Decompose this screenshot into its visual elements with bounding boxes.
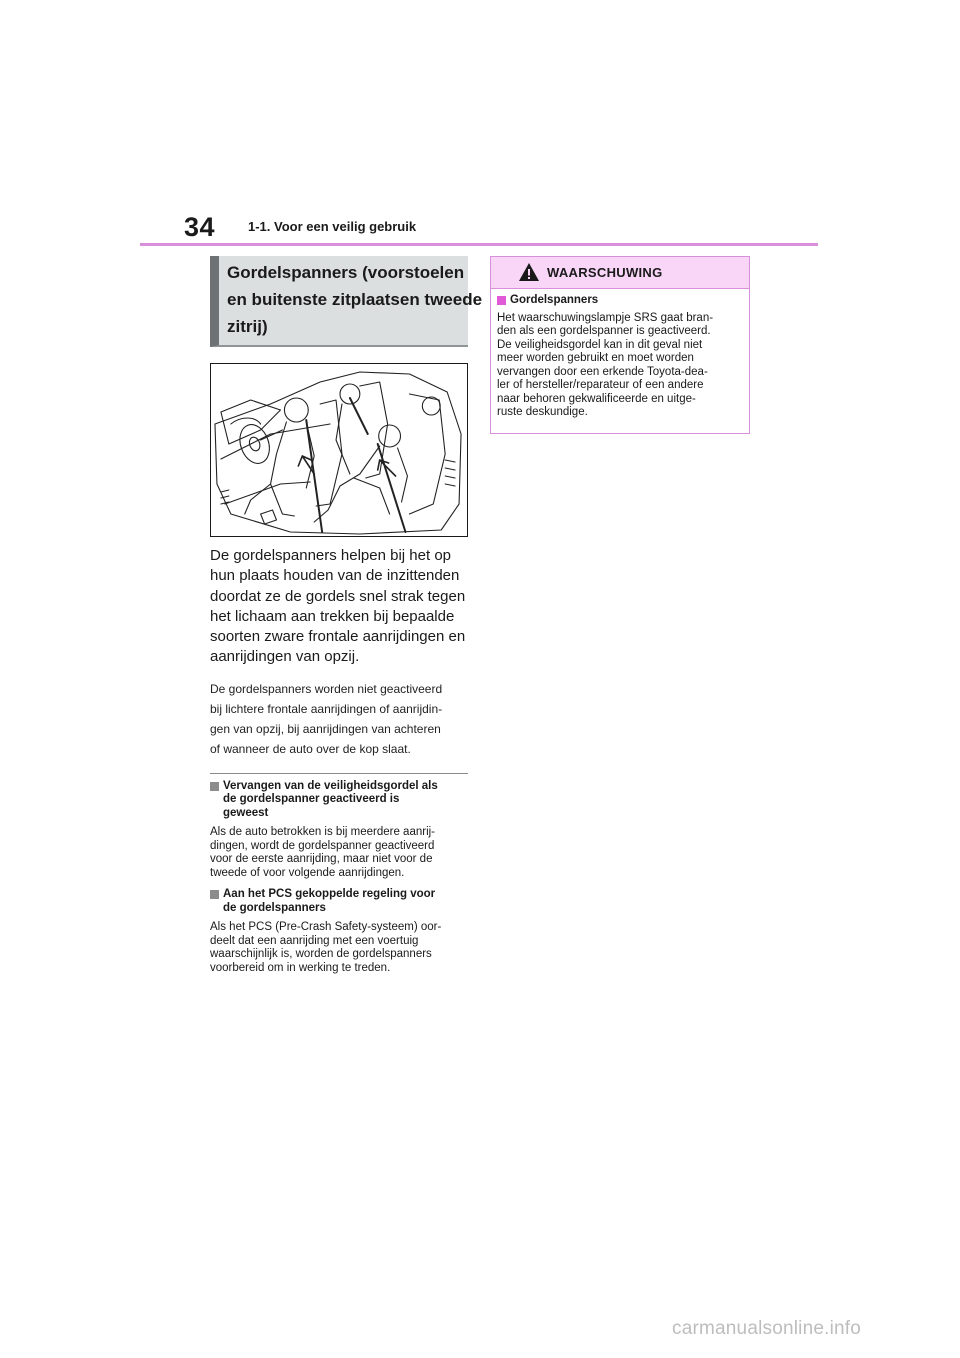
warning-content [491, 289, 749, 420]
intro-text [210, 546, 468, 668]
sub-heading-line: Aan het PCS gekoppelde regeling voor [223, 888, 436, 901]
replacement-heading [210, 780, 468, 821]
pcs-body [210, 921, 468, 975]
page-number: 34 [184, 212, 216, 242]
body-line: dingen, wordt de gordelspanner geactiveerd [210, 839, 435, 852]
body-line: tweede of voor volgende aanrijdingen. [210, 866, 405, 879]
warning-title: WAARSCHUWING [547, 265, 663, 280]
square-bullet-icon [497, 296, 506, 305]
sub-heading-line: de gordelspanners [223, 901, 326, 914]
square-bullet-icon [210, 782, 219, 791]
warning-sub-heading [497, 294, 743, 308]
seatbelt-pretensioner-illustration [210, 363, 468, 537]
sub-heading-line: geweest [223, 806, 269, 819]
body-line: deelt dat een aanrijding met een voertuig [210, 934, 419, 947]
intro-line: aanrijdingen van opzij. [210, 648, 360, 666]
intro-line: het lichaam aan trekken bij bepaalde [210, 607, 455, 625]
left-column [210, 256, 483, 975]
pcs-heading [210, 888, 468, 915]
body-line: voorbereid om in werking te treden. [210, 961, 391, 974]
note-line: gen van opzij, bij aanrijdingen van achteren [210, 721, 441, 736]
note-line: De gordelspanners worden niet geactiveerd [210, 681, 443, 696]
warning-line: meer worden gebruikt en moet worden [497, 352, 694, 364]
warning-line: naar behoren gekwalificeerde en uitge- [497, 392, 696, 405]
warning-line: den als een gordelspanner is geactiveerd. [497, 325, 711, 337]
body-line: voor de eerste aanrijding, maar niet voor de [210, 853, 433, 866]
section-title: 1-1. Voor een veilig gebruik [248, 219, 417, 234]
note-line: of wanneer de auto over de kop slaat. [210, 741, 411, 756]
section-heading [210, 256, 483, 347]
warning-line: ler of hersteller/reparateur of een andere [497, 379, 704, 391]
warning-header [491, 257, 749, 289]
heading-line: en buitenste zitplaatsen tweede [227, 290, 483, 309]
warning-triangle-icon [518, 262, 540, 282]
warning-body [497, 312, 743, 420]
warning-line: De veiligheidsgordel kan in dit geval niet [497, 338, 703, 351]
square-bullet-icon [210, 890, 219, 899]
intro-line: soorten zware frontale aanrijdingen en [210, 628, 466, 646]
body-line: Als de auto betrokken is bij meerdere aanrij- [210, 826, 436, 839]
divider [210, 773, 468, 774]
heading-line: zitrij) [227, 317, 268, 336]
watermark: carmanualsonline.info [672, 1318, 862, 1339]
warning-box [490, 256, 750, 434]
activation-note [210, 679, 468, 759]
sub-heading-line: de gordelspanner geactiveerd is [223, 793, 400, 806]
body-line: waarschijnlijk is, worden de gordelspanners [210, 948, 432, 961]
intro-line: hun plaats houden van de inzittenden [210, 567, 460, 585]
warning-sub-heading-text: Gordelspanners [510, 294, 599, 306]
replacement-body [210, 826, 468, 880]
note-line: bij lichtere frontale aanrijdingen of aanrijdin- [210, 701, 443, 716]
heading-line: Gordelspanners (voorstoelen [227, 263, 465, 282]
warning-line: vervangen door een erkende Toyota-dea- [497, 365, 708, 378]
intro-line: doordat ze de gordels snel strak tegen [210, 587, 466, 605]
intro-line: De gordelspanners helpen bij het op [210, 547, 452, 564]
warning-line: Het waarschuwingslampje SRS gaat bran- [497, 311, 714, 324]
body-line: Als het PCS (Pre-Crash Safety-systeem) oor- [210, 921, 442, 934]
sub-heading-line: Vervangen van de veiligheidsgordel als [223, 779, 438, 792]
header-rule [140, 243, 818, 246]
warning-line: ruste deskundige. [497, 406, 588, 418]
